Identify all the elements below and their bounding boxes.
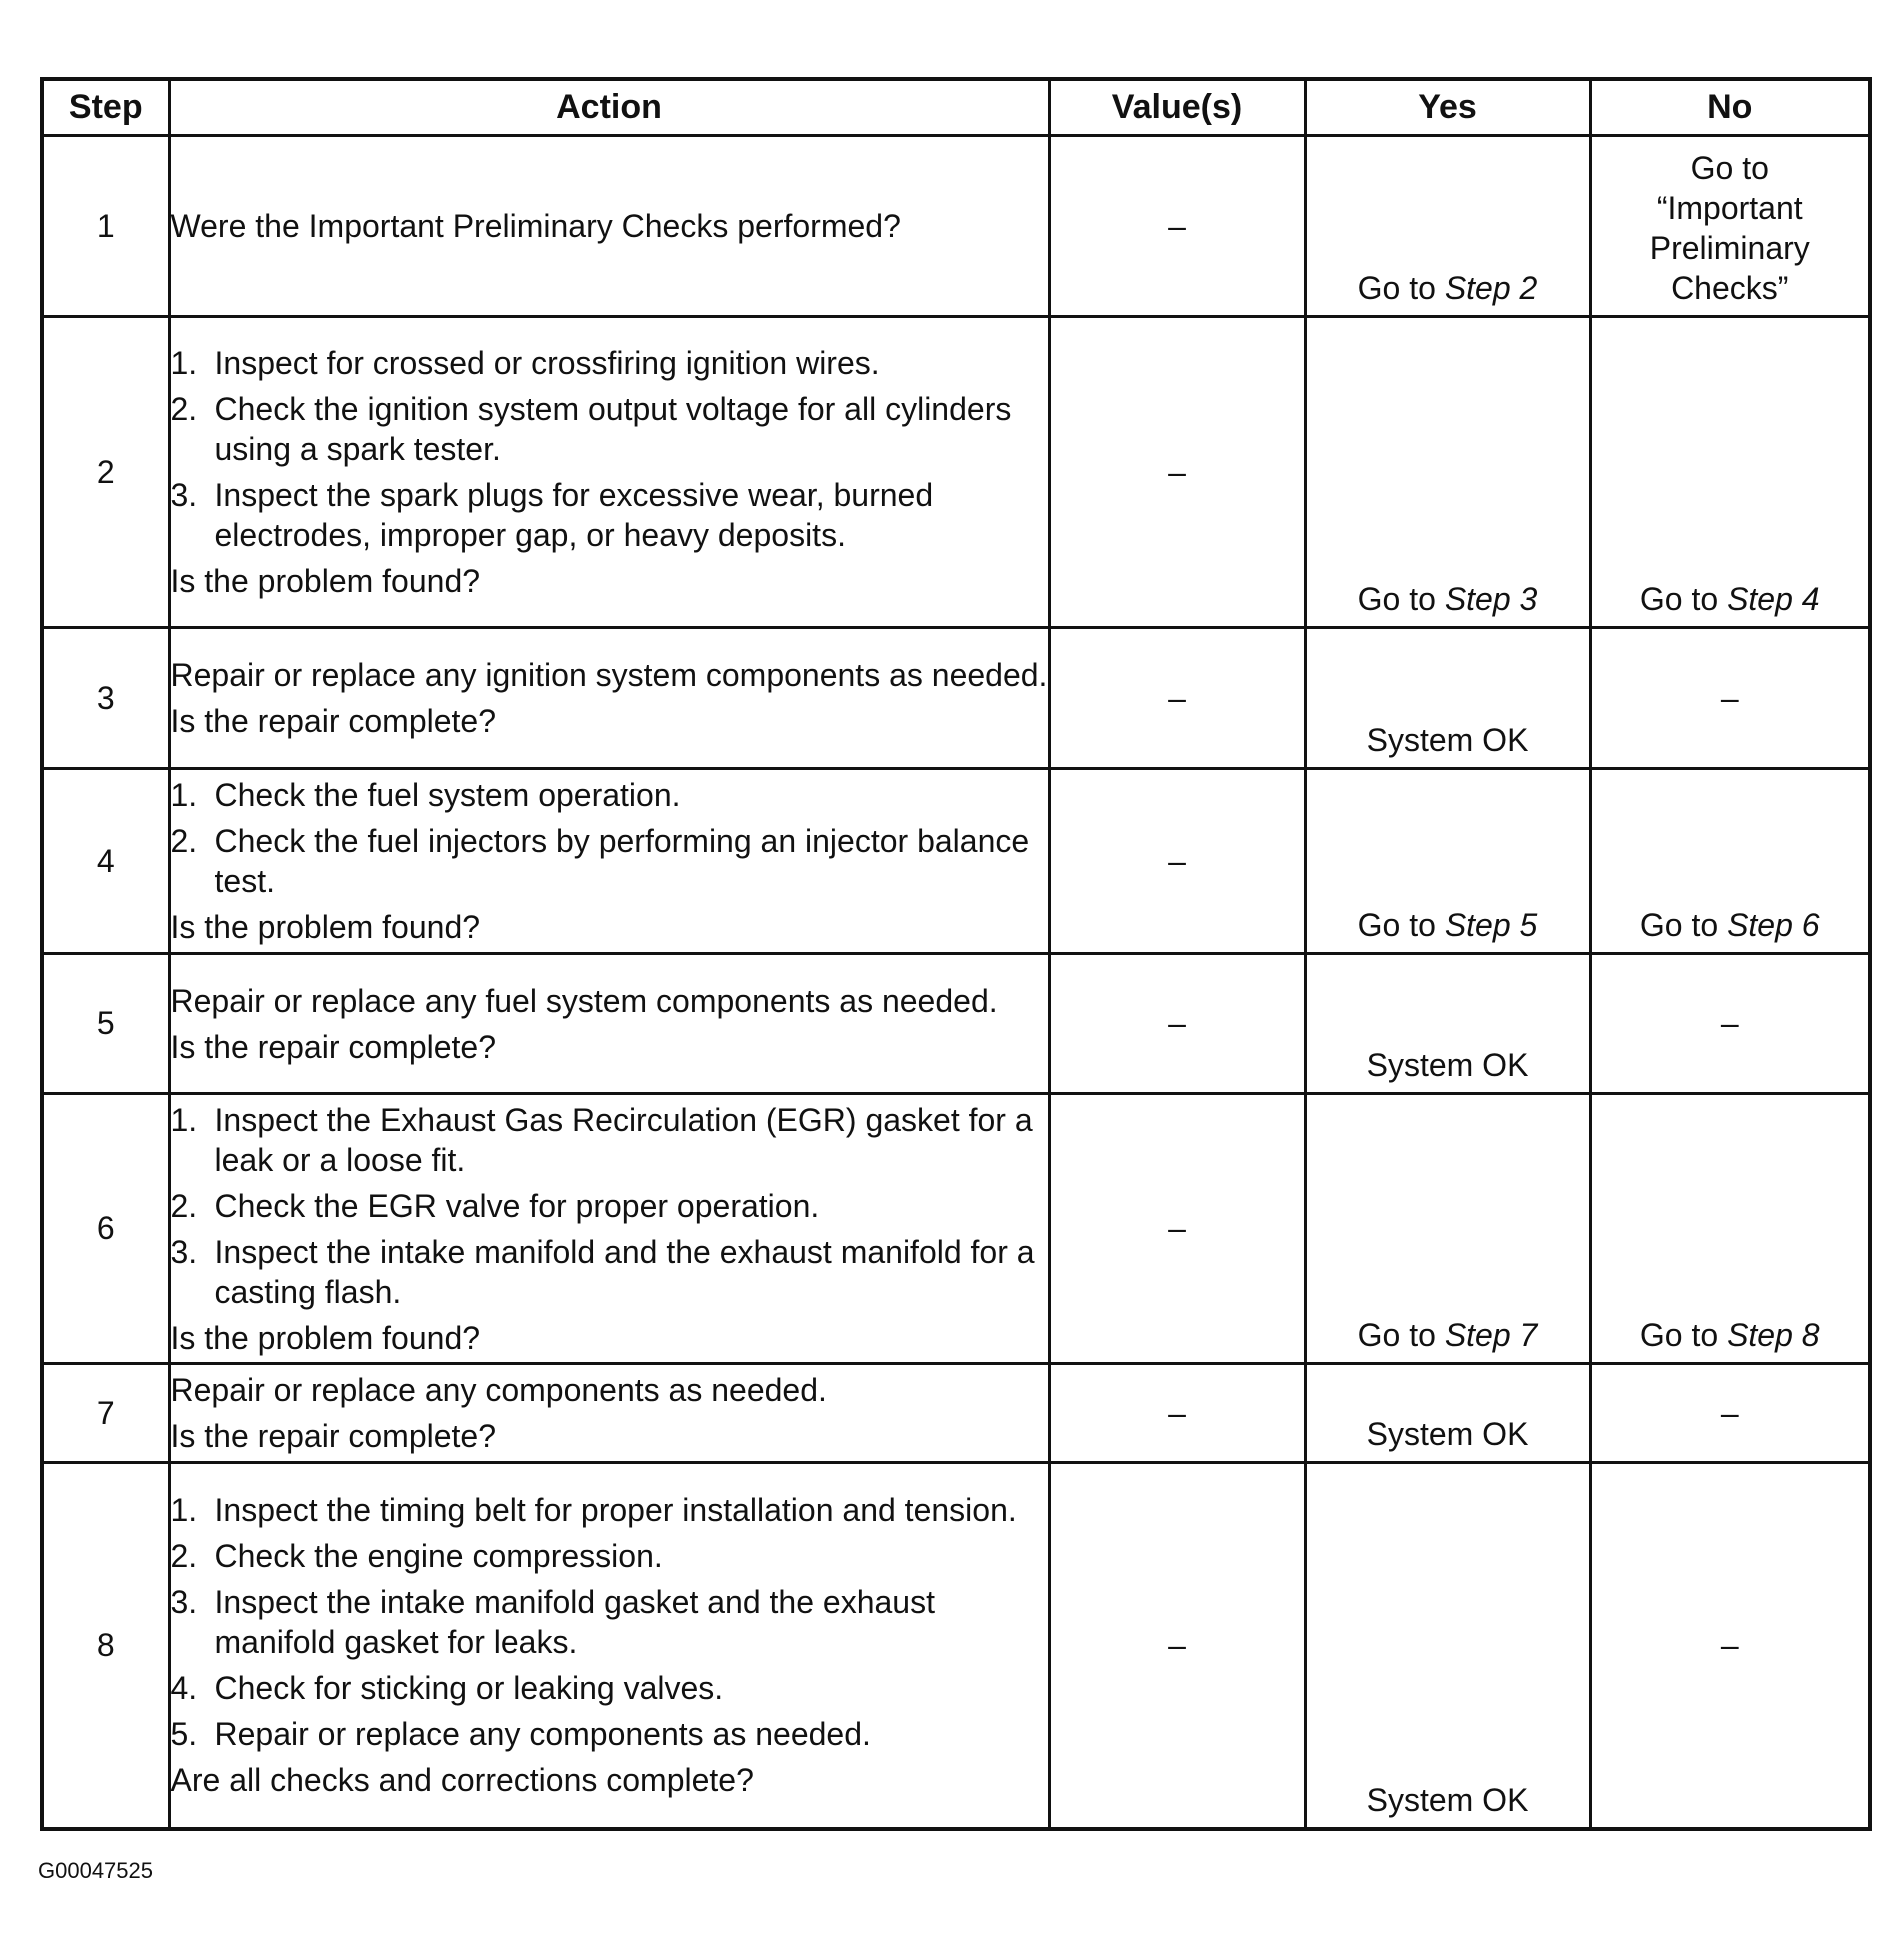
action-list	[171, 1490, 1048, 1754]
yes-cell	[1305, 136, 1590, 317]
yes-target: System OK	[1366, 1416, 1529, 1452]
no-cell: –	[1590, 628, 1870, 769]
table-row	[42, 954, 1870, 1094]
header-no: No	[1590, 79, 1870, 136]
yes-cell	[1305, 1094, 1590, 1364]
no-cell: –	[1590, 954, 1870, 1094]
no-cell	[1590, 317, 1870, 628]
action-question: Are all checks and corrections complete?	[170, 1762, 754, 1799]
action-item: 3. Inspect the spark plugs for excessive wear, burned electrodes, improper gap, or heavy deposits.	[170, 477, 934, 553]
no-target: Go to Step 4	[1639, 581, 1820, 617]
action-cell	[169, 1463, 1049, 1829]
action-item: 2. Check the ignition system output voltage for all cylinders using a spark tester.	[170, 391, 1012, 467]
value-cell: –	[1049, 317, 1305, 628]
header-step: Step	[42, 79, 169, 136]
action-question: Is the problem found?	[170, 1319, 481, 1356]
yes-cell	[1305, 628, 1590, 769]
action-cell	[169, 628, 1049, 769]
no-target: Go to Step 6	[1639, 907, 1820, 943]
action-item: 5. Repair or replace any components as needed.	[170, 1716, 871, 1753]
table-row	[42, 1364, 1870, 1463]
action-item: 2. Check the EGR valve for proper operation.	[170, 1187, 820, 1224]
action-list	[171, 1100, 1048, 1312]
action-item: 3. Inspect the intake manifold gasket and the exhaust manifold gasket for leaks.	[170, 1584, 935, 1661]
table-row	[42, 1094, 1870, 1364]
table-row	[42, 317, 1870, 628]
action-question: Were the Important Preliminary Checks performed?	[170, 208, 901, 244]
no-cell	[1590, 769, 1870, 954]
header-action: Action	[169, 79, 1049, 136]
value-cell: –	[1049, 628, 1305, 769]
no-target: Go to Step 8	[1639, 1317, 1820, 1353]
action-item: 1. Check the fuel system operation.	[170, 777, 681, 813]
action-cell	[169, 1364, 1049, 1463]
table-row	[42, 769, 1870, 954]
table-row	[42, 136, 1870, 317]
yes-target: System OK	[1366, 722, 1529, 758]
yes-target: Go to Step 7	[1357, 1317, 1538, 1353]
value-cell: –	[1049, 1364, 1305, 1463]
action-item: 1. Inspect the timing belt for proper installation and tension.	[170, 1492, 1017, 1529]
no-cell	[1590, 136, 1870, 317]
action-question: Is the repair complete?	[170, 1418, 496, 1454]
action-cell	[169, 136, 1049, 317]
yes-target: Go to Step 3	[1357, 581, 1538, 617]
action-list	[171, 775, 1048, 901]
action-item: 4. Check for sticking or leaking valves.	[170, 1670, 724, 1707]
step-number: 5	[42, 954, 169, 1094]
value-cell: –	[1049, 136, 1305, 317]
value-cell: –	[1049, 769, 1305, 954]
action-item: 2. Check the engine compression.	[170, 1538, 663, 1575]
no-cell	[1590, 1094, 1870, 1364]
step-number: 2	[42, 317, 169, 628]
action-list	[171, 343, 1048, 555]
step-number: 7	[42, 1364, 169, 1463]
value-cell: –	[1049, 954, 1305, 1094]
action-intro: Repair or replace any components as needed.	[170, 1372, 827, 1408]
yes-target: System OK	[1366, 1047, 1529, 1083]
action-item: 3. Inspect the intake manifold and the exhaust manifold for a casting flash.	[170, 1233, 1035, 1310]
action-item: 2. Check the fuel injectors by performing an injector balance test.	[170, 823, 1030, 899]
yes-cell	[1305, 1463, 1590, 1829]
header-values: Value(s)	[1049, 79, 1305, 136]
value-cell: –	[1049, 1094, 1305, 1364]
no-cell: –	[1590, 1463, 1870, 1829]
yes-cell	[1305, 1364, 1590, 1463]
header-yes: Yes	[1305, 79, 1590, 136]
action-cell	[169, 954, 1049, 1094]
yes-cell	[1305, 954, 1590, 1094]
action-intro: Repair or replace any ignition system components as needed.	[170, 657, 1048, 693]
value-cell: –	[1049, 1463, 1305, 1829]
step-number: 3	[42, 628, 169, 769]
action-item: 1. Inspect for crossed or crossfiring ignition wires.	[170, 345, 880, 381]
action-question: Is the repair complete?	[170, 1028, 496, 1065]
action-question: Is the problem found?	[170, 563, 481, 599]
step-number: 1	[42, 136, 169, 317]
action-question: Is the repair complete?	[170, 703, 496, 739]
table-row	[42, 628, 1870, 769]
diagnostic-table-container	[40, 77, 1868, 1831]
header-row	[42, 79, 1870, 136]
yes-cell	[1305, 317, 1590, 628]
step-number: 6	[42, 1094, 169, 1364]
action-cell	[169, 1094, 1049, 1364]
action-cell	[169, 769, 1049, 954]
step-number: 4	[42, 769, 169, 954]
yes-target: System OK	[1366, 1781, 1529, 1818]
step-number: 8	[42, 1463, 169, 1829]
action-cell	[169, 317, 1049, 628]
diagnostic-table	[40, 77, 1872, 1831]
yes-target: Go to Step 5	[1357, 907, 1538, 943]
table-row	[42, 1463, 1870, 1829]
no-target: Go to “Important Preliminary Checks”	[1649, 150, 1810, 306]
yes-target: Go to Step 2	[1357, 270, 1538, 306]
action-intro: Repair or replace any fuel system components as needed.	[170, 982, 998, 1019]
yes-cell	[1305, 769, 1590, 954]
action-question: Is the problem found?	[170, 909, 481, 945]
no-cell: –	[1590, 1364, 1870, 1463]
figure-code: G00047525	[38, 1858, 153, 1883]
action-item: 1. Inspect the Exhaust Gas Recirculation (EGR) gasket for a leak or a loose fit.	[170, 1101, 1033, 1178]
